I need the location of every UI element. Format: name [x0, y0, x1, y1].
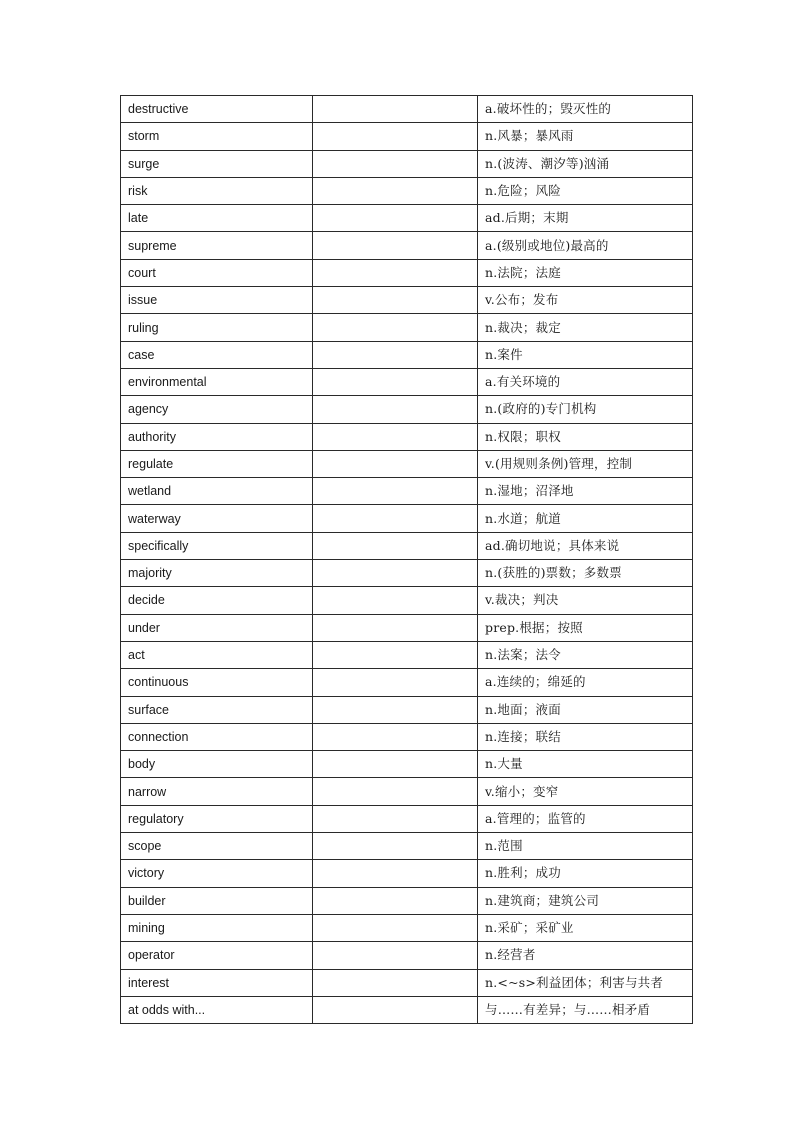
blank-cell — [313, 696, 478, 723]
table-row — [121, 478, 693, 505]
table-row — [121, 914, 693, 941]
meaning-cell: n.范围 — [478, 833, 693, 860]
blank-cell — [313, 833, 478, 860]
table-row — [121, 996, 693, 1023]
table-row — [121, 833, 693, 860]
word-cell: act — [121, 641, 313, 668]
meaning-cell: prep.根据；按照 — [478, 614, 693, 641]
table-row — [121, 205, 693, 232]
meaning-cell: a.连续的；绵延的 — [478, 669, 693, 696]
table-row — [121, 560, 693, 587]
meaning-cell: n.(获胜的)票数；多数票 — [478, 560, 693, 587]
table-row — [121, 860, 693, 887]
table-row — [121, 532, 693, 559]
vocabulary-table-body — [121, 96, 693, 1024]
meaning-cell: a.有关环境的 — [478, 368, 693, 395]
blank-cell — [313, 396, 478, 423]
blank-cell — [313, 532, 478, 559]
word-cell: surge — [121, 150, 313, 177]
table-row — [121, 368, 693, 395]
word-cell: waterway — [121, 505, 313, 532]
word-cell: continuous — [121, 669, 313, 696]
table-row — [121, 942, 693, 969]
meaning-cell: ad.后期；末期 — [478, 205, 693, 232]
table-row — [121, 314, 693, 341]
meaning-cell: n.裁决；裁定 — [478, 314, 693, 341]
blank-cell — [313, 641, 478, 668]
word-cell: ruling — [121, 314, 313, 341]
table-row — [121, 123, 693, 150]
table-row — [121, 778, 693, 805]
blank-cell — [313, 560, 478, 587]
meaning-cell: n.建筑商；建筑公司 — [478, 887, 693, 914]
blank-cell — [313, 969, 478, 996]
blank-cell — [313, 423, 478, 450]
word-cell: destructive — [121, 96, 313, 123]
blank-cell — [313, 505, 478, 532]
word-cell: scope — [121, 833, 313, 860]
blank-cell — [313, 942, 478, 969]
word-cell: court — [121, 259, 313, 286]
word-cell: surface — [121, 696, 313, 723]
meaning-cell: n.水道；航道 — [478, 505, 693, 532]
meaning-cell: a.破坏性的；毁灭性的 — [478, 96, 693, 123]
word-cell: agency — [121, 396, 313, 423]
meaning-cell: n.经营者 — [478, 942, 693, 969]
blank-cell — [313, 669, 478, 696]
blank-cell — [313, 805, 478, 832]
table-row — [121, 450, 693, 477]
word-cell: body — [121, 751, 313, 778]
meaning-cell: n.权限；职权 — [478, 423, 693, 450]
blank-cell — [313, 860, 478, 887]
meaning-cell: n.采矿；采矿业 — [478, 914, 693, 941]
meaning-cell: a.管理的；监管的 — [478, 805, 693, 832]
word-cell: connection — [121, 723, 313, 750]
word-cell: issue — [121, 287, 313, 314]
blank-cell — [313, 450, 478, 477]
word-cell: wetland — [121, 478, 313, 505]
table-row — [121, 287, 693, 314]
blank-cell — [313, 996, 478, 1023]
meaning-cell: n.连接；联结 — [478, 723, 693, 750]
meaning-cell: n.(政府的)专门机构 — [478, 396, 693, 423]
blank-cell — [313, 587, 478, 614]
blank-cell — [313, 259, 478, 286]
blank-cell — [313, 614, 478, 641]
blank-cell — [313, 287, 478, 314]
word-cell: at odds with... — [121, 996, 313, 1023]
table-row — [121, 341, 693, 368]
meaning-cell: n.湿地；沼泽地 — [478, 478, 693, 505]
word-cell: late — [121, 205, 313, 232]
meaning-cell: n.大量 — [478, 751, 693, 778]
word-cell: regulatory — [121, 805, 313, 832]
meaning-cell: v.缩小；变窄 — [478, 778, 693, 805]
meaning-cell: n.法院；法庭 — [478, 259, 693, 286]
word-cell: interest — [121, 969, 313, 996]
blank-cell — [313, 723, 478, 750]
word-cell: storm — [121, 123, 313, 150]
word-cell: decide — [121, 587, 313, 614]
blank-cell — [313, 205, 478, 232]
meaning-cell: n.危险；风险 — [478, 177, 693, 204]
blank-cell — [313, 341, 478, 368]
meaning-cell: n.法案；法令 — [478, 641, 693, 668]
table-row — [121, 751, 693, 778]
word-cell: case — [121, 341, 313, 368]
meaning-cell: n.案件 — [478, 341, 693, 368]
word-cell: authority — [121, 423, 313, 450]
word-cell: supreme — [121, 232, 313, 259]
table-row — [121, 669, 693, 696]
meaning-cell: v.(用规则条例)管理，控制 — [478, 450, 693, 477]
blank-cell — [313, 751, 478, 778]
table-row — [121, 696, 693, 723]
meaning-cell: n.风暴；暴风雨 — [478, 123, 693, 150]
word-cell: victory — [121, 860, 313, 887]
table-row — [121, 614, 693, 641]
table-row — [121, 505, 693, 532]
blank-cell — [313, 887, 478, 914]
meaning-cell: n.(波涛、潮汐等)汹涌 — [478, 150, 693, 177]
blank-cell — [313, 368, 478, 395]
meaning-cell: n.<~s>利益团体；利害与共者 — [478, 969, 693, 996]
word-cell: operator — [121, 942, 313, 969]
table-row — [121, 723, 693, 750]
table-row — [121, 969, 693, 996]
blank-cell — [313, 177, 478, 204]
word-cell: majority — [121, 560, 313, 587]
blank-cell — [313, 123, 478, 150]
blank-cell — [313, 478, 478, 505]
table-row — [121, 587, 693, 614]
blank-cell — [313, 96, 478, 123]
word-cell: specifically — [121, 532, 313, 559]
word-cell: environmental — [121, 368, 313, 395]
table-row — [121, 177, 693, 204]
word-cell: mining — [121, 914, 313, 941]
meaning-cell: n.地面；液面 — [478, 696, 693, 723]
word-cell: under — [121, 614, 313, 641]
table-row — [121, 259, 693, 286]
table-row — [121, 150, 693, 177]
table-row — [121, 396, 693, 423]
blank-cell — [313, 914, 478, 941]
table-row — [121, 887, 693, 914]
word-cell: regulate — [121, 450, 313, 477]
meaning-cell: n.胜利；成功 — [478, 860, 693, 887]
blank-cell — [313, 232, 478, 259]
meaning-cell: a.(级别或地位)最高的 — [478, 232, 693, 259]
vocabulary-table — [120, 95, 693, 1024]
meaning-cell: ad.确切地说；具体来说 — [478, 532, 693, 559]
word-cell: risk — [121, 177, 313, 204]
table-row — [121, 423, 693, 450]
meaning-cell: 与……有差异；与……相矛盾 — [478, 996, 693, 1023]
word-cell: narrow — [121, 778, 313, 805]
blank-cell — [313, 314, 478, 341]
meaning-cell: v.裁决；判决 — [478, 587, 693, 614]
table-row — [121, 805, 693, 832]
table-row — [121, 96, 693, 123]
table-row — [121, 641, 693, 668]
blank-cell — [313, 778, 478, 805]
word-cell: builder — [121, 887, 313, 914]
meaning-cell: v.公布；发布 — [478, 287, 693, 314]
table-row — [121, 232, 693, 259]
blank-cell — [313, 150, 478, 177]
